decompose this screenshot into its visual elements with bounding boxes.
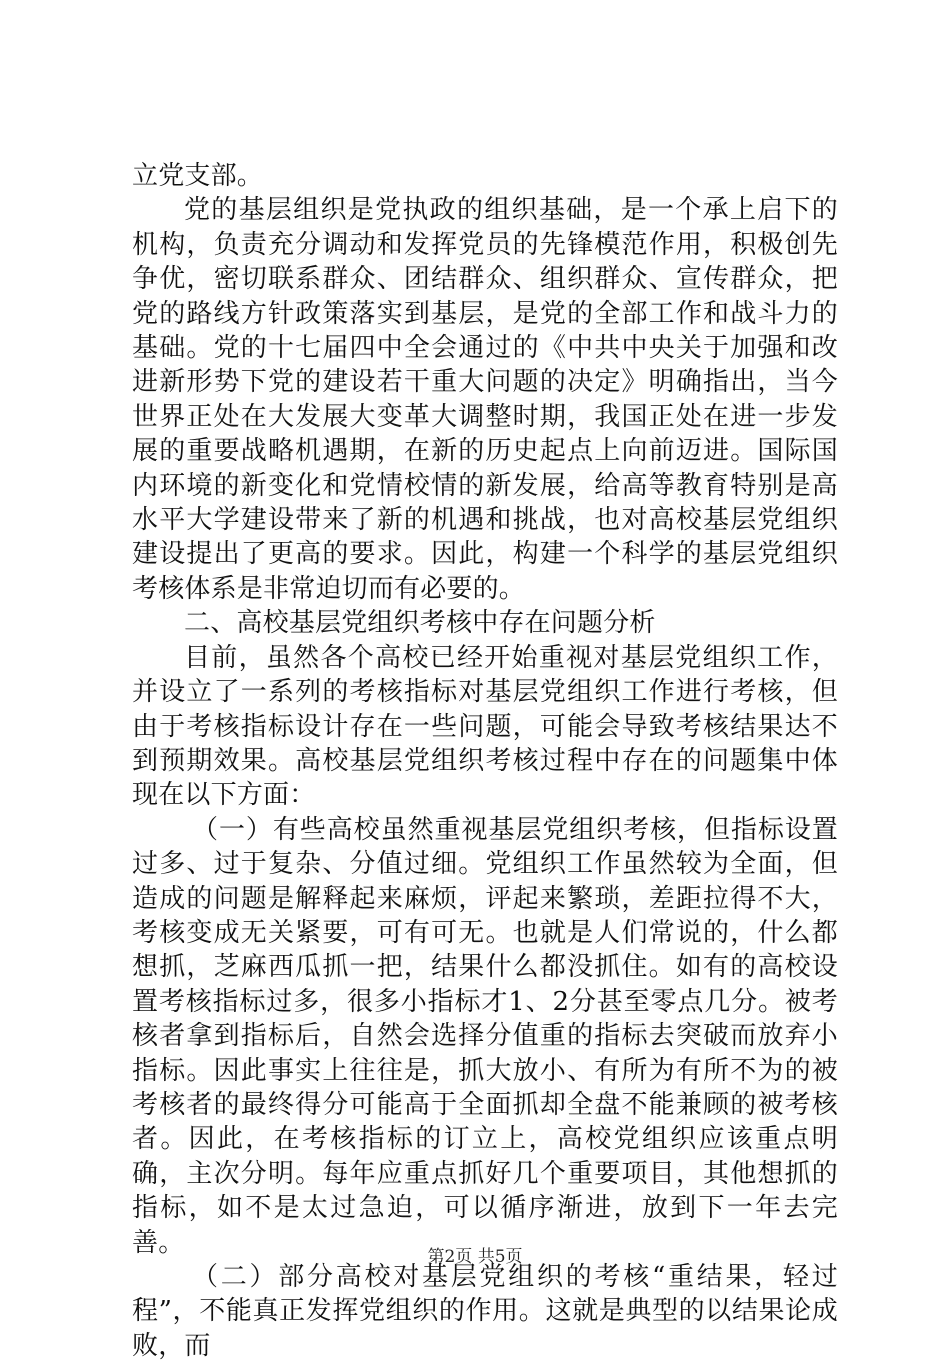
paragraph-point-one: （一）有些高校虽然重视基层党组织考核，但指标设置过多、过于复杂、分值过细。党组织工作虽然较为全面，但造成的问题是解释起来麻烦，评起来繁琐，差距拉得不大，考核变成无关紧要，可有可无。也就是人们常说的，什么都想抓，芝麻西瓜抓一把，结果什么都没抓住。如有的高校设置考核指标过多，很多小指标才1、2分甚至零点几分。被考核者拿到指标后，自然会选择分值重的指标去突破而放弃小指标。因此事实上往往是，抓大放小、有所为有所不为的被考核者的最终得分可能高于全面抓却全盘不能兼顾的被考核者。因此，在考核指标的订立上，高校党组织应该重点明确，主次分明。每年应重点抓好几个重要项目，其他想抓的指标，如不是太过急迫，可以循序渐进，放到下一年去完善。 — [132, 814, 838, 1258]
paragraph-point-two: （二）部分高校对基层党组织的考核“重结果，轻过程”，不能真正发挥党组织的作用。这就是典型的以结果论成败，而 — [132, 1262, 838, 1361]
paragraph-current-situation: 目前，虽然各个高校已经开始重视对基层党组织工作，并设立了一系列的考核指标对基层党组织工作进行考核，但由于考核指标设计存在一些问题，可能会导致考核结果达不到预期效果。高校基层党组织考核过程中存在的问题集中体现在以下方面： — [132, 642, 838, 811]
page-footer: 第2页 共5页 — [427, 1247, 523, 1267]
document-body — [132, 159, 838, 1363]
section-heading-problem-analysis: 二、高校基层党组织考核中存在问题分析 — [184, 608, 656, 639]
paragraph-continuation: 立党支部。 — [132, 161, 264, 191]
paragraph-grassroots-organization: 党的基层组织是党执政的组织基础，是一个承上启下的机构，负责充分调动和发挥党员的先锋模范作用，积极创先争优，密切联系群众、团结群众、组织群众、宣传群众，把党的路线方针政策落实到基层，是党的全部工作和战斗力的基础。党的十七届四中全会通过的《中共中央关于加强和改进新形势下党的建设若干重大问题的决定》明确指出，当今世界正处在大发展大变革大调整时期，我国正处在进一步发展的重要战略机遇期，在新的历史起点上向前迈进。国际国内环境的新变化和党情校情的新发展，给高等教育特别是高水平大学建设带来了新的机遇和挑战，也对高校基层党组织建设提出了更高的要求。因此，构建一个科学的基层党组织考核体系是非常迫切而有必要的。 — [132, 195, 838, 604]
